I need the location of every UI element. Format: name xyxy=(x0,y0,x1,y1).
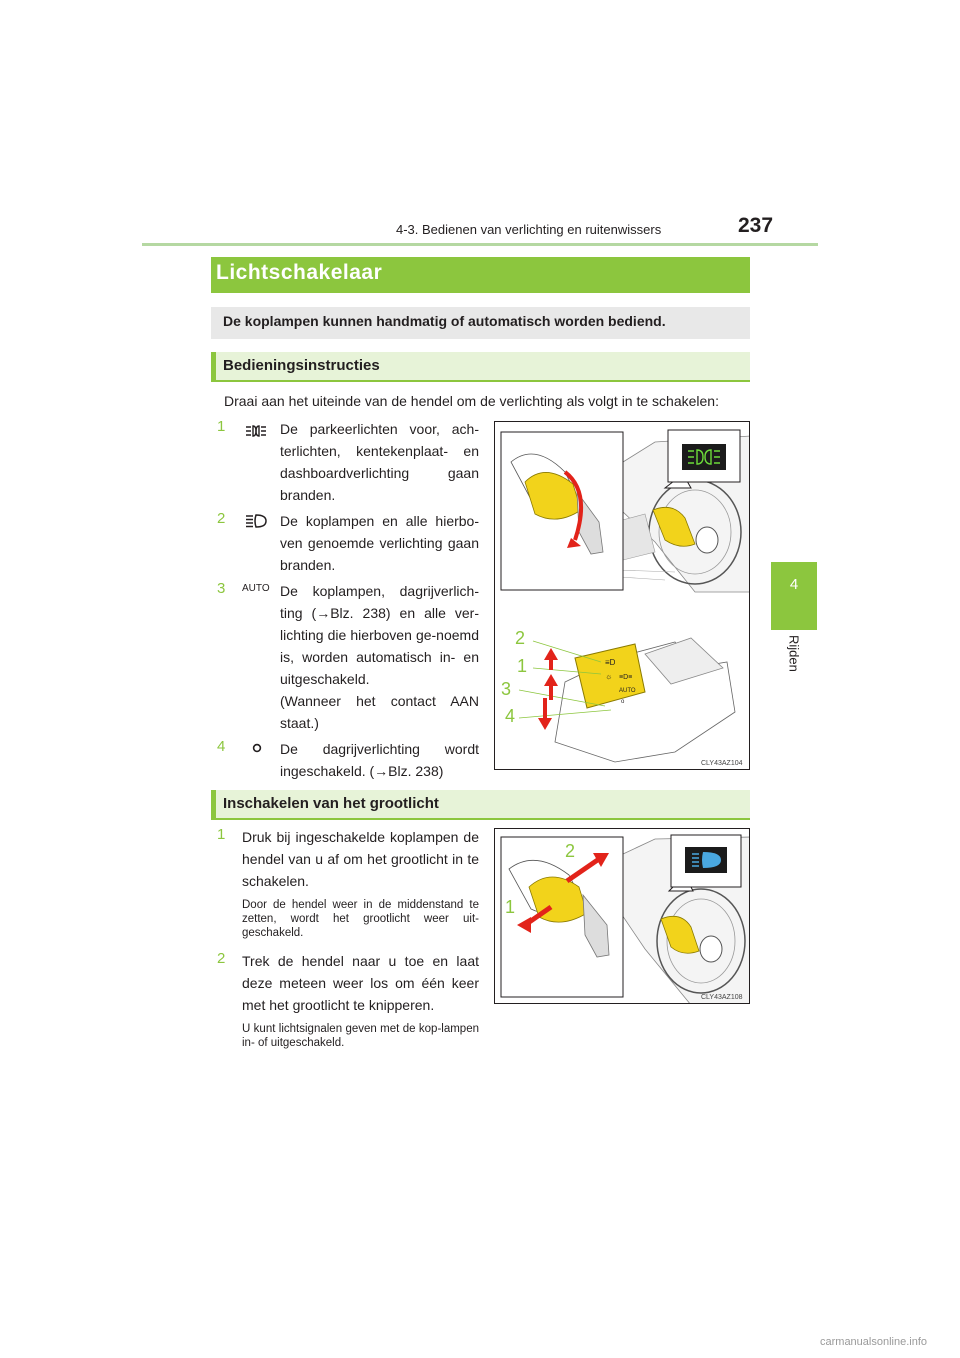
step-number: 1 xyxy=(217,418,226,435)
figure-callout: 3 xyxy=(501,679,512,699)
figure-callout: 1 xyxy=(505,897,516,917)
chapter-tab-label: Rijden xyxy=(786,634,802,672)
svg-text:AUTO: AUTO xyxy=(619,688,636,694)
figure-callout: 2 xyxy=(565,841,576,861)
step-text: Trek de hendel naar u toe en laat deze meteen weer los om één keer met het grootlicht te knipperen. xyxy=(242,953,479,1013)
step-text: De koplampen, dagrijverlich-ting (→Blz. 238) en alle ver-lichting die hierboven ge-noemd is, worden automatisch in- en uitgeschakeld. xyxy=(280,583,479,687)
step-number: 3 xyxy=(217,580,226,597)
figure-callout: 2 xyxy=(515,628,526,648)
high-beam-illustration xyxy=(495,829,750,1004)
page-number: 237 xyxy=(738,214,774,237)
subsection-title-operation: Bedieningsinstructies xyxy=(211,352,750,382)
step-text: Druk bij ingeschakelde koplampen de hendel van u af om het grootlicht in te schakelen. xyxy=(242,829,479,889)
step-note: U kunt lichtsignalen geven met de kop-lampen in- of uitgeschakeld. xyxy=(242,1023,479,1049)
subsection-title-high-beam: Inschakelen van het grootlicht xyxy=(211,790,750,820)
section-intro: De koplampen kunnen handmatig of automatisch worden bediend. xyxy=(211,307,750,339)
figure-callout: 4 xyxy=(505,706,516,726)
step-number: 1 xyxy=(217,826,226,843)
footer-watermark: carmanualsonline.info xyxy=(820,1336,928,1348)
step-text: De koplampen en alle hierbo-ven genoemde verlichting gaan branden. xyxy=(280,513,479,573)
figure-code: CLY43AZ108 xyxy=(701,994,743,1001)
light-switch-figure xyxy=(494,421,750,770)
step-text: De dagrijverlichting wordt ingeschakeld. (→Blz. 238) xyxy=(280,741,479,779)
drl-icon xyxy=(250,740,264,754)
step-number: 2 xyxy=(217,510,226,527)
svg-text:o: o xyxy=(621,699,625,705)
step-note: Door de hendel weer in de middenstand te zetten, wordt het grootlicht weer uit-geschakeld. xyxy=(242,899,479,939)
header-divider xyxy=(142,243,818,246)
headlights-icon xyxy=(244,513,268,529)
high-beam-figure xyxy=(494,828,750,1004)
light-switch-illustration xyxy=(495,422,750,770)
svg-text:≡D: ≡D xyxy=(605,658,616,667)
svg-text:☼: ☼ xyxy=(605,672,613,681)
step-number: 4 xyxy=(217,738,226,755)
figure-callout: 1 xyxy=(517,656,528,676)
auto-icon: AUTO xyxy=(242,583,270,594)
figure-code: CLY43AZ104 xyxy=(701,760,743,767)
svg-text:≡D≡: ≡D≡ xyxy=(619,674,633,681)
step-condition: (Wanneer het contact AAN staat.) xyxy=(280,693,479,731)
operation-lead: Draai aan het uiteinde van de hendel om de verlichting als volgt in te schakelen: xyxy=(224,393,719,409)
step-text: De parkeerlichten voor, ach-terlichten, kentekenplaat- en dashboardverlichting gaan branden. xyxy=(280,421,479,503)
chapter-title: 4-3. Bedienen van verlichting en ruitenwissers xyxy=(396,222,662,237)
step-number: 2 xyxy=(217,950,226,967)
chapter-tab[interactable]: 4 xyxy=(771,562,817,630)
parking-lights-icon xyxy=(244,423,268,439)
section-title: Lichtschakelaar xyxy=(211,257,750,293)
